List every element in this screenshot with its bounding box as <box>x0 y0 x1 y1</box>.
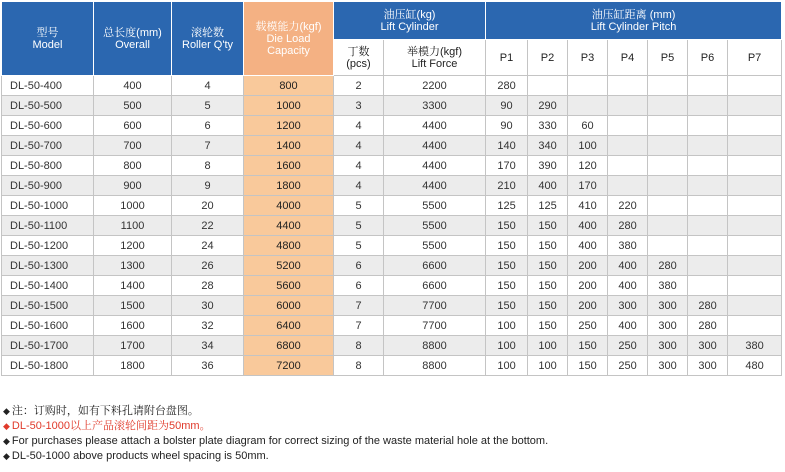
cell-model: DL-50-1200 <box>2 236 94 256</box>
cell-p5 <box>648 76 688 96</box>
cell-overall: 1100 <box>94 216 172 236</box>
table-row <box>2 316 782 336</box>
cell-model: DL-50-900 <box>2 176 94 196</box>
cell-p6 <box>688 236 728 256</box>
cell-roller: 6 <box>172 116 244 136</box>
cell-capacity: 5200 <box>244 256 334 276</box>
cell-overall: 1200 <box>94 236 172 256</box>
cell-roller: 34 <box>172 336 244 356</box>
cell-p1: 150 <box>486 296 528 316</box>
table-row <box>2 336 782 356</box>
cell-force: 8800 <box>384 336 486 356</box>
cell-capacity: 1400 <box>244 136 334 156</box>
cell-model: DL-50-1600 <box>2 316 94 336</box>
cell-p7 <box>728 156 782 176</box>
cell-p1: 90 <box>486 116 528 136</box>
cell-p6: 300 <box>688 336 728 356</box>
cell-p2: 150 <box>528 236 568 256</box>
cell-p3: 100 <box>568 136 608 156</box>
cell-p3: 250 <box>568 316 608 336</box>
cell-p4: 250 <box>608 336 648 356</box>
cell-force: 4400 <box>384 136 486 156</box>
cell-p3: 60 <box>568 116 608 136</box>
cell-roller: 8 <box>172 156 244 176</box>
cell-overall: 900 <box>94 176 172 196</box>
cell-roller: 24 <box>172 236 244 256</box>
cell-p4 <box>608 116 648 136</box>
cell-overall: 400 <box>94 76 172 96</box>
cell-roller: 30 <box>172 296 244 316</box>
cell-p7 <box>728 196 782 216</box>
cell-roller: 32 <box>172 316 244 336</box>
cell-overall: 600 <box>94 116 172 136</box>
table-row <box>2 216 782 236</box>
cell-model: DL-50-1100 <box>2 216 94 236</box>
cell-p1: 170 <box>486 156 528 176</box>
header-lift-force: 举模力(kgf) Lift Force <box>384 40 486 76</box>
cell-p5 <box>648 136 688 156</box>
cell-p1: 100 <box>486 316 528 336</box>
cell-p2: 150 <box>528 216 568 236</box>
table-row <box>2 276 782 296</box>
header-lift-cylinder: 油压缸(kg) Lift Cylinder <box>334 2 486 40</box>
cell-p3: 200 <box>568 256 608 276</box>
cell-p6 <box>688 196 728 216</box>
cell-p4 <box>608 176 648 196</box>
header-p1: P1 <box>486 40 528 76</box>
cell-p5: 280 <box>648 256 688 276</box>
cell-p4: 400 <box>608 316 648 336</box>
cell-p5: 300 <box>648 356 688 376</box>
cell-force: 6600 <box>384 256 486 276</box>
cell-capacity: 1800 <box>244 176 334 196</box>
header-p6: P6 <box>688 40 728 76</box>
cell-force: 4400 <box>384 156 486 176</box>
table-row <box>2 116 782 136</box>
cell-force: 7700 <box>384 316 486 336</box>
table-row <box>2 156 782 176</box>
header-p3: P3 <box>568 40 608 76</box>
header-p4: P4 <box>608 40 648 76</box>
cell-p5 <box>648 236 688 256</box>
cell-overall: 1300 <box>94 256 172 276</box>
cell-p1: 210 <box>486 176 528 196</box>
cell-capacity: 800 <box>244 76 334 96</box>
header-pcs: 丁数 (pcs) <box>334 40 384 76</box>
spec-table <box>1 1 782 376</box>
cell-p4: 400 <box>608 256 648 276</box>
cell-p2: 150 <box>528 256 568 276</box>
cell-p4 <box>608 156 648 176</box>
header-p2: P2 <box>528 40 568 76</box>
cell-pcs: 4 <box>334 156 384 176</box>
cell-p3: 150 <box>568 336 608 356</box>
note-purchase-en: ◆ For purchases please attach a bolster plate diagram for correct sizing of the waste material hole at the bottom. <box>3 435 549 447</box>
cell-p5: 300 <box>648 296 688 316</box>
cell-pcs: 4 <box>334 116 384 136</box>
cell-p2: 340 <box>528 136 568 156</box>
cell-p5 <box>648 216 688 236</box>
cell-p1: 150 <box>486 276 528 296</box>
cell-p2: 330 <box>528 116 568 136</box>
cell-model: DL-50-600 <box>2 116 94 136</box>
header-p7: P7 <box>728 40 782 76</box>
cell-capacity: 1200 <box>244 116 334 136</box>
cell-pcs: 5 <box>334 216 384 236</box>
cell-model: DL-50-700 <box>2 136 94 156</box>
cell-p7: 380 <box>728 336 782 356</box>
cell-p4: 300 <box>608 296 648 316</box>
cell-force: 4400 <box>384 116 486 136</box>
cell-p4 <box>608 96 648 116</box>
cell-model: DL-50-1300 <box>2 256 94 276</box>
cell-capacity: 1600 <box>244 156 334 176</box>
cell-p3 <box>568 76 608 96</box>
cell-model: DL-50-1700 <box>2 336 94 356</box>
cell-p1: 150 <box>486 256 528 276</box>
cell-roller: 20 <box>172 196 244 216</box>
cell-p7 <box>728 276 782 296</box>
cell-force: 5500 <box>384 216 486 236</box>
note-wheel-spacing-en: ◆ DL-50-1000 above products wheel spacing is 50mm. <box>3 450 269 462</box>
cell-p2: 150 <box>528 316 568 336</box>
cell-p3: 120 <box>568 156 608 176</box>
cell-p1: 100 <box>486 336 528 356</box>
cell-overall: 1000 <box>94 196 172 216</box>
cell-pcs: 4 <box>334 176 384 196</box>
cell-pcs: 6 <box>334 256 384 276</box>
cell-p7: 480 <box>728 356 782 376</box>
cell-capacity: 7200 <box>244 356 334 376</box>
cell-p3: 400 <box>568 216 608 236</box>
table-row <box>2 76 782 96</box>
cell-overall: 700 <box>94 136 172 156</box>
cell-roller: 28 <box>172 276 244 296</box>
cell-p3: 400 <box>568 236 608 256</box>
cell-p4 <box>608 76 648 96</box>
cell-p2: 400 <box>528 176 568 196</box>
cell-pcs: 6 <box>334 276 384 296</box>
cell-capacity: 4800 <box>244 236 334 256</box>
spec-table-body <box>2 76 782 376</box>
cell-p1: 280 <box>486 76 528 96</box>
cell-p4: 380 <box>608 236 648 256</box>
cell-p6 <box>688 96 728 116</box>
note-wheel-spacing-cn: ◆ DL-50-1000以上产品滚轮间距为50mm。 <box>3 420 211 432</box>
cell-p5: 380 <box>648 276 688 296</box>
cell-p1: 90 <box>486 96 528 116</box>
cell-p1: 100 <box>486 356 528 376</box>
cell-capacity: 6400 <box>244 316 334 336</box>
cell-p6: 280 <box>688 296 728 316</box>
cell-p7 <box>728 256 782 276</box>
cell-capacity: 4000 <box>244 196 334 216</box>
cell-force: 2200 <box>384 76 486 96</box>
cell-p1: 150 <box>486 236 528 256</box>
cell-p1: 140 <box>486 136 528 156</box>
cell-model: DL-50-1000 <box>2 196 94 216</box>
table-row <box>2 196 782 216</box>
cell-p7 <box>728 76 782 96</box>
header-capacity: 载模能力(kgf) Die Load Capacity <box>244 2 334 76</box>
cell-overall: 1700 <box>94 336 172 356</box>
cell-pcs: 8 <box>334 336 384 356</box>
table-row <box>2 256 782 276</box>
header-cylinder-pitch: 油压缸距离 (mm) Lift Cylinder Pitch <box>486 2 782 40</box>
cell-p5 <box>648 96 688 116</box>
cell-pcs: 5 <box>334 196 384 216</box>
cell-p7 <box>728 176 782 196</box>
cell-pcs: 7 <box>334 316 384 336</box>
cell-p3: 200 <box>568 296 608 316</box>
cell-p6 <box>688 136 728 156</box>
cell-force: 7700 <box>384 296 486 316</box>
cell-p2: 150 <box>528 296 568 316</box>
cell-p6 <box>688 176 728 196</box>
cell-p3: 200 <box>568 276 608 296</box>
cell-force: 4400 <box>384 176 486 196</box>
cell-p2: 290 <box>528 96 568 116</box>
cell-roller: 7 <box>172 136 244 156</box>
cell-p6 <box>688 256 728 276</box>
cell-force: 6600 <box>384 276 486 296</box>
cell-p6 <box>688 276 728 296</box>
cell-p5 <box>648 116 688 136</box>
cell-overall: 800 <box>94 156 172 176</box>
cell-capacity: 6000 <box>244 296 334 316</box>
cell-force: 8800 <box>384 356 486 376</box>
cell-p2: 100 <box>528 356 568 376</box>
cell-p6 <box>688 216 728 236</box>
cell-p1: 125 <box>486 196 528 216</box>
cell-overall: 500 <box>94 96 172 116</box>
cell-p4: 250 <box>608 356 648 376</box>
table-row <box>2 296 782 316</box>
cell-p4: 220 <box>608 196 648 216</box>
cell-p5 <box>648 196 688 216</box>
cell-capacity: 4400 <box>244 216 334 236</box>
cell-roller: 26 <box>172 256 244 276</box>
header-model: 型号 Model <box>2 2 94 76</box>
cell-p2: 150 <box>528 276 568 296</box>
cell-roller: 22 <box>172 216 244 236</box>
cell-p4 <box>608 136 648 156</box>
header-roller: 滚轮数 Roller Q'ty <box>172 2 244 76</box>
cell-overall: 1500 <box>94 296 172 316</box>
cell-pcs: 8 <box>334 356 384 376</box>
header-p5: P5 <box>648 40 688 76</box>
cell-overall: 1800 <box>94 356 172 376</box>
cell-model: DL-50-1500 <box>2 296 94 316</box>
cell-p6 <box>688 116 728 136</box>
cell-p2 <box>528 76 568 96</box>
cell-p7 <box>728 296 782 316</box>
cell-p3: 170 <box>568 176 608 196</box>
cell-p7 <box>728 216 782 236</box>
cell-p2: 125 <box>528 196 568 216</box>
cell-p4: 280 <box>608 216 648 236</box>
cell-roller: 36 <box>172 356 244 376</box>
cell-overall: 1400 <box>94 276 172 296</box>
cell-p5: 300 <box>648 316 688 336</box>
cell-pcs: 3 <box>334 96 384 116</box>
cell-p5 <box>648 176 688 196</box>
note-order: ◆ 注：订购时，如有下料孔请附台盘图。 <box>3 405 199 417</box>
cell-capacity: 1000 <box>244 96 334 116</box>
cell-p5 <box>648 156 688 176</box>
cell-p7 <box>728 136 782 156</box>
cell-p2: 390 <box>528 156 568 176</box>
cell-model: DL-50-500 <box>2 96 94 116</box>
cell-capacity: 6800 <box>244 336 334 356</box>
cell-p6: 280 <box>688 316 728 336</box>
table-row <box>2 96 782 116</box>
cell-roller: 9 <box>172 176 244 196</box>
table-row <box>2 236 782 256</box>
cell-model: DL-50-1800 <box>2 356 94 376</box>
cell-p7 <box>728 96 782 116</box>
cell-p6: 300 <box>688 356 728 376</box>
cell-p1: 150 <box>486 216 528 236</box>
cell-force: 3300 <box>384 96 486 116</box>
cell-capacity: 5600 <box>244 276 334 296</box>
cell-pcs: 4 <box>334 136 384 156</box>
cell-overall: 1600 <box>94 316 172 336</box>
table-row <box>2 356 782 376</box>
cell-force: 5500 <box>384 236 486 256</box>
cell-p5: 300 <box>648 336 688 356</box>
cell-p4: 400 <box>608 276 648 296</box>
cell-p7 <box>728 116 782 136</box>
cell-roller: 5 <box>172 96 244 116</box>
table-row <box>2 176 782 196</box>
cell-roller: 4 <box>172 76 244 96</box>
cell-pcs: 7 <box>334 296 384 316</box>
cell-pcs: 5 <box>334 236 384 256</box>
cell-p3: 410 <box>568 196 608 216</box>
header-overall: 总长度(mm) Overall <box>94 2 172 76</box>
cell-p7 <box>728 236 782 256</box>
cell-p2: 100 <box>528 336 568 356</box>
cell-p6 <box>688 76 728 96</box>
cell-model: DL-50-400 <box>2 76 94 96</box>
cell-p3: 150 <box>568 356 608 376</box>
cell-p7 <box>728 316 782 336</box>
cell-pcs: 2 <box>334 76 384 96</box>
cell-p6 <box>688 156 728 176</box>
cell-p3 <box>568 96 608 116</box>
cell-force: 5500 <box>384 196 486 216</box>
table-row <box>2 136 782 156</box>
cell-model: DL-50-800 <box>2 156 94 176</box>
cell-model: DL-50-1400 <box>2 276 94 296</box>
notes <box>3 404 548 464</box>
